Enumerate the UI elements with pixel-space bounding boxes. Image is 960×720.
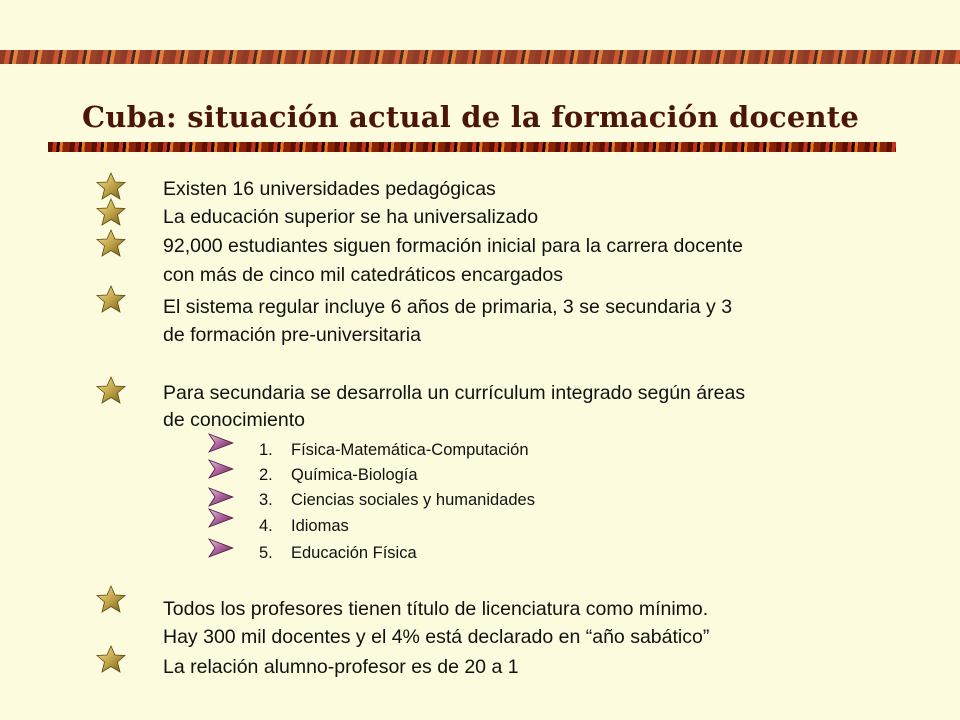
bullet-text: Hay 300 mil docentes y el 4% está declarado en “año sabático” (163, 626, 710, 648)
bullet-text: con más de cinco mil catedráticos encargados (163, 264, 563, 286)
gold-star-icon (96, 285, 126, 313)
gold-star-icon (96, 645, 126, 673)
gold-star-icon (96, 229, 126, 257)
list-item: 3. Ciencias sociales y humanidades (259, 491, 535, 509)
gold-star-icon (96, 585, 126, 613)
arrowhead-icon (208, 538, 234, 558)
gold-star-icon (96, 172, 126, 200)
arrowhead-icon (208, 487, 234, 507)
gold-star-icon (96, 376, 126, 404)
bullet-text: La educación superior se ha universalizado (163, 206, 539, 228)
arrowhead-icon (208, 459, 234, 479)
list-item: 1. Física-Matemática-Computación (259, 441, 529, 459)
list-item: 2. Química-Biología (259, 466, 418, 484)
arrowhead-icon (208, 433, 234, 453)
list-item: 4. Idiomas (259, 517, 349, 535)
bullet-text: Existen 16 universidades pedagógicas (163, 178, 496, 200)
bullet-text: Todos los profesores tienen título de licenciatura como mínimo. (163, 598, 709, 620)
title-underline (48, 142, 896, 152)
list-item: 5. Educación Física (259, 544, 417, 562)
bullet-text: de conocimiento (163, 409, 306, 431)
arrowhead-icon (208, 508, 234, 528)
bullet-text: La relación alumno-profesor es de 20 a 1 (163, 656, 519, 678)
bullet-text: de formación pre-universitaria (163, 324, 421, 346)
gold-star-icon (96, 198, 126, 226)
bullet-text: 92,000 estudiantes siguen formación inicial para la carrera docente (163, 235, 743, 257)
bullet-text: El sistema regular incluye 6 años de primaria, 3 se secundaria y 3 (163, 296, 733, 318)
decorative-top-border (0, 50, 960, 64)
bullet-text: Para secundaria se desarrolla un currículum integrado según áreas (163, 382, 746, 404)
page-title: Cuba: situación actual de la formación docente (82, 100, 860, 134)
